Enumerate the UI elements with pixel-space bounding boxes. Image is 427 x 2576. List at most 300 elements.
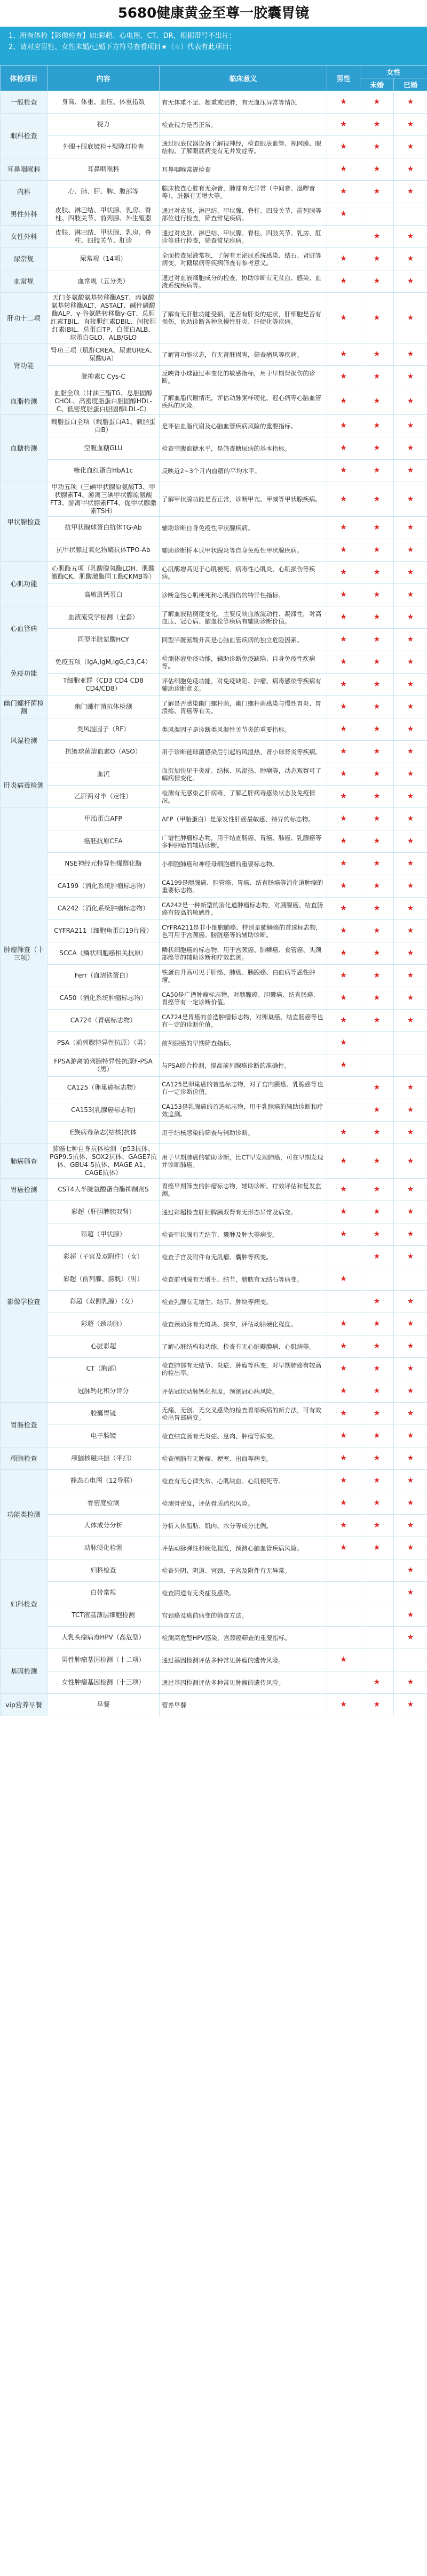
item-cell: 外眼+眼底镜检+裂隙灯检查: [48, 136, 160, 158]
male-mark: ★: [327, 1054, 360, 1077]
category-cell: 影像学检查: [1, 1201, 48, 1403]
married-mark: ★: [394, 136, 427, 158]
unmarried-mark: [360, 1559, 394, 1582]
married-mark: ★: [394, 270, 427, 293]
table-row: [1, 248, 427, 270]
table-row: [1, 942, 427, 965]
male-mark: ★: [327, 437, 360, 460]
unmarried-mark: ★: [360, 763, 394, 786]
male-mark: ★: [327, 1537, 360, 1559]
category-cell: 血糖检测: [1, 415, 48, 482]
male-mark: ★: [327, 718, 360, 741]
item-cell: 甲胎蛋白AFP: [48, 808, 160, 830]
married-mark: ★: [394, 1201, 427, 1223]
table-row: [1, 226, 427, 248]
table-row: [1, 1054, 427, 1077]
unmarried-mark: ★: [360, 270, 394, 293]
unmarried-mark: [360, 1627, 394, 1649]
male-mark: [327, 1627, 360, 1649]
male-mark: ★: [327, 942, 360, 965]
male-mark: ★: [327, 808, 360, 830]
item-cell: 血常规（五分类）: [48, 270, 160, 293]
male-mark: [327, 1291, 360, 1313]
married-mark: ★: [394, 1223, 427, 1246]
male-mark: ★: [327, 1358, 360, 1380]
category-cell: 心肌功能: [1, 562, 48, 606]
unmarried-mark: ★: [360, 875, 394, 898]
unmarried-mark: ★: [360, 1380, 394, 1403]
table-row: [1, 1291, 427, 1313]
table-row: [1, 1144, 427, 1179]
item-cell: 彩超（子宫及双附件）（女）: [48, 1246, 160, 1268]
male-mark: ★: [327, 1313, 360, 1335]
male-mark: ★: [327, 1492, 360, 1515]
married-mark: ★: [394, 853, 427, 875]
male-mark: ★: [327, 1649, 360, 1671]
married-mark: ★: [394, 1627, 427, 1649]
header-male: 男性: [327, 66, 360, 91]
male-mark: ★: [327, 696, 360, 718]
married-mark: ★: [394, 1313, 427, 1335]
meaning-cell: 通过基因检测评估多种常见肿瘤的遗传风险。: [160, 1649, 327, 1671]
meaning-cell: 通过眼底仪器设备了解视神经，检查眼底血管、视网膜、眼结构、了解眼底病变有无并发症等。: [160, 136, 327, 158]
unmarried-mark: [360, 203, 394, 226]
table-row: [1, 1380, 427, 1403]
male-mark: [327, 1559, 360, 1582]
male-mark: ★: [327, 1694, 360, 1716]
category-cell: 胃肠检查: [1, 1403, 48, 1447]
table-row: [1, 1358, 427, 1380]
unmarried-mark: ★: [360, 965, 394, 987]
male-mark: [327, 1077, 360, 1099]
table-row: [1, 1010, 427, 1032]
category-cell: 胃癌检测: [1, 1179, 48, 1201]
table-row: [1, 1201, 427, 1223]
meaning-cell: CA242是一种新型的消化道肿瘤标志物，对胰腺癌、结直肠癌有较高的敏感性。: [160, 898, 327, 920]
header-meaning: 临床意义: [160, 66, 327, 91]
unmarried-mark: ★: [360, 1492, 394, 1515]
married-mark: ★: [394, 1335, 427, 1358]
male-mark: ★: [327, 517, 360, 539]
married-mark: ★: [394, 1403, 427, 1425]
item-cell: Ferr（血清铁蛋白）: [48, 965, 160, 987]
male-mark: ★: [327, 181, 360, 203]
unmarried-mark: [360, 1604, 394, 1627]
table-row: [1, 808, 427, 830]
category-cell: 眼科检查: [1, 114, 48, 158]
category-cell: 肝功十二项: [1, 293, 48, 343]
item-cell: 冠脉钙化积分评分: [48, 1380, 160, 1403]
married-mark: ★: [394, 786, 427, 808]
married-mark: ★: [394, 1099, 427, 1122]
unmarried-mark: ★: [360, 1223, 394, 1246]
married-mark: ★: [394, 1559, 427, 1582]
category-cell: 肾功能: [1, 343, 48, 388]
unmarried-mark: ★: [360, 1179, 394, 1201]
table-row: [1, 136, 427, 158]
male-mark: ★: [327, 91, 360, 114]
married-mark: ★: [394, 437, 427, 460]
male-mark: ★: [327, 539, 360, 562]
married-mark: ★: [394, 388, 427, 415]
item-cell: 甲功五项（三碘甲状腺原氨酸T3、甲状腺素T4、游离三碘甲状腺原氨酸FT3、游离甲状腺素FT4、促甲状腺激素TSH）: [48, 482, 160, 517]
item-cell: 人乳头瘤病毒HPV（高危型）: [48, 1627, 160, 1649]
meaning-cell: 检测骨密度，评估骨质疏松风险。: [160, 1492, 327, 1515]
category-cell: 妇科检查: [1, 1559, 48, 1649]
unmarried-mark: ★: [360, 415, 394, 437]
meaning-cell: 检查肺部有无结节、炎症、肿瘤等病变，对早期肺癌有较高的检出率。: [160, 1358, 327, 1380]
married-mark: ★: [394, 606, 427, 629]
item-cell: 耳鼻咽喉科: [48, 158, 160, 181]
item-cell: 类风湿因子（RF）: [48, 718, 160, 741]
married-mark: ★: [394, 158, 427, 181]
meaning-cell: 检查空腹血糖水平，是筛查糖尿病的基本指标。: [160, 437, 327, 460]
meaning-cell: 鳞状细胞癌的标志物，用于宫颈癌、肺鳞癌、食管癌、头颈部癌等的辅助诊断和疗效监测。: [160, 942, 327, 965]
meaning-cell: 血沉加快见于炎症、结核、风湿热、肿瘤等，动态观察可了解病情变化。: [160, 763, 327, 786]
category-cell: vip营养早餐: [1, 1694, 48, 1716]
unmarried-mark: ★: [360, 181, 394, 203]
item-cell: 妇科检查: [48, 1559, 160, 1582]
category-cell: 男性外科: [1, 203, 48, 226]
table-row: [1, 437, 427, 460]
married-mark: ★: [394, 987, 427, 1010]
meaning-cell: 通过彩超检查肝胆脾胰双肾有无形态异常及病变。: [160, 1201, 327, 1223]
item-cell: 心肌酶五项（乳酸脱氢酶LDH、肌酸激酶CK、肌酸激酶同工酶CKMB等）: [48, 562, 160, 584]
table-row: [1, 482, 427, 517]
category-cell: 肝炎病毒检测: [1, 763, 48, 808]
item-cell: 彩超（双侧乳腺）（女）: [48, 1291, 160, 1313]
male-mark: [327, 1099, 360, 1122]
unmarried-mark: ★: [360, 1403, 394, 1425]
meaning-cell: CA50是广谱肿瘤标志物，对胰腺癌、胆囊癌、结直肠癌、胃癌等有一定诊断价值。: [160, 987, 327, 1010]
married-mark: ★: [394, 91, 427, 114]
unmarried-mark: ★: [360, 696, 394, 718]
meaning-cell: 耳鼻咽喉常规检查: [160, 158, 327, 181]
male-mark: ★: [327, 584, 360, 606]
table-row: [1, 1425, 427, 1447]
item-cell: 颅脑核磁共振（平扫）: [48, 1447, 160, 1470]
male-mark: ★: [327, 1268, 360, 1291]
item-cell: 皮肤、淋巴结、甲状腺、乳房、脊柱、四肢关节、肛诊: [48, 226, 160, 248]
married-mark: [394, 203, 427, 226]
meaning-cell: 检查阴道有无炎症及感染。: [160, 1582, 327, 1604]
item-cell: 抗甲状腺球蛋白抗体TG-Ab: [48, 517, 160, 539]
meaning-cell: 胃癌早期筛查的肿瘤标志物，辅助诊断、疗效评估和复发监测。: [160, 1179, 327, 1201]
table-row: [1, 203, 427, 226]
meaning-cell: 检查外阴、阴道、宫颈、子宫及附件有无异常。: [160, 1559, 327, 1582]
married-mark: ★: [394, 1604, 427, 1627]
meaning-cell: 前列腺癌的早期筛查指标。: [160, 1032, 327, 1054]
unmarried-mark: [360, 1582, 394, 1604]
item-cell: 肺癌七种自身抗体检测（p53抗体、PGP9.5抗体、SOX2抗体、GAGE7抗体、GBU4-5抗体、MAGE A1、CAGE抗体）: [48, 1144, 160, 1179]
item-cell: CA724（胃癌标志物）: [48, 1010, 160, 1032]
married-mark: ★: [394, 482, 427, 517]
unmarried-mark: ★: [360, 1671, 394, 1694]
married-mark: ★: [394, 920, 427, 942]
married-mark: ★: [394, 1537, 427, 1559]
unmarried-mark: ★: [360, 1010, 394, 1032]
male-mark: ★: [327, 920, 360, 942]
male-mark: ★: [327, 562, 360, 584]
unmarried-mark: ★: [360, 942, 394, 965]
male-mark: ★: [327, 460, 360, 482]
unmarried-mark: ★: [360, 1694, 394, 1716]
married-mark: ★: [394, 584, 427, 606]
male-mark: [327, 1582, 360, 1604]
category-cell: 幽门螺杆菌检测: [1, 696, 48, 718]
meaning-cell: 检测体液免疫功能，辅助诊断免疫缺陷、自身免疫性疾病等。: [160, 651, 327, 674]
notes-banner: [0, 27, 427, 65]
unmarried-mark: ★: [360, 437, 394, 460]
male-mark: ★: [327, 388, 360, 415]
meaning-cell: 检测高危型HPV感染，宫颈癌筛查的重要指标。: [160, 1627, 327, 1649]
item-cell: CST4人半胱氨酸蛋白酶抑制剂S: [48, 1179, 160, 1201]
unmarried-mark: ★: [360, 114, 394, 136]
male-mark: ★: [327, 1515, 360, 1537]
table-row: [1, 853, 427, 875]
meaning-cell: 检查子宫及附件有无肌瘤、囊肿等病变。: [160, 1246, 327, 1268]
item-cell: 肾功三项（肌酐CREA、尿素UREA、尿酸UA）: [48, 343, 160, 366]
category-cell: 血脂检测: [1, 388, 48, 415]
category-cell: 颅脑检查: [1, 1447, 48, 1470]
item-cell: 胶囊胃镜: [48, 1403, 160, 1425]
meaning-cell: 评估动脉弹性和硬化程度，预测心脑血管疾病风险。: [160, 1537, 327, 1559]
category-cell: 甲状腺检查: [1, 482, 48, 562]
male-mark: ★: [327, 343, 360, 366]
unmarried-mark: ★: [360, 987, 394, 1010]
male-mark: ★: [327, 786, 360, 808]
category-cell: 尿常规: [1, 248, 48, 270]
table-row: [1, 1077, 427, 1099]
unmarried-mark: ★: [360, 248, 394, 270]
meaning-cell: 了解血液粘稠度变化，主要反映血液流动性、凝滞性，对高血压、冠心病、脑血栓等疾病有辅助诊断价值。: [160, 606, 327, 629]
meaning-cell: 了解甲状腺功能是否正常，诊断甲亢、甲减等甲状腺疾病。: [160, 482, 327, 517]
table-row: [1, 1032, 427, 1054]
male-mark: ★: [327, 1425, 360, 1447]
male-mark: ★: [327, 741, 360, 763]
meaning-cell: 分析人体脂肪、肌肉、水分等成分比例。: [160, 1515, 327, 1537]
table-row: [1, 539, 427, 562]
table-row: [1, 1099, 427, 1122]
header-female: 女性: [360, 66, 427, 78]
item-cell: 彩超（肝胆脾胰双肾）: [48, 1201, 160, 1223]
item-cell: 载脂蛋白全项（载脂蛋白A1、载脂蛋白B）: [48, 415, 160, 437]
male-mark: ★: [327, 763, 360, 786]
unmarried-mark: ★: [360, 1425, 394, 1447]
item-cell: 高敏肌钙蛋白: [48, 584, 160, 606]
unmarried-mark: ★: [360, 830, 394, 853]
meaning-cell: 临床检查心脏有无杂音，肺部有无异常（中间音、湿啰音等），脏器有无增大等。: [160, 181, 327, 203]
married-mark: ★: [394, 293, 427, 343]
male-mark: ★: [327, 965, 360, 987]
table-row: [1, 674, 427, 696]
meaning-cell: 检查颅脑有无肿瘤、梗塞、出血等病变。: [160, 1447, 327, 1470]
unmarried-mark: ★: [360, 1077, 394, 1099]
item-cell: 男性肿瘤基因检测（十二项）: [48, 1649, 160, 1671]
unmarried-mark: ★: [360, 853, 394, 875]
unmarried-mark: ★: [360, 1144, 394, 1179]
item-cell: 血脂全项（甘油三酯TG、总胆固醇CHOL、高密度脂蛋白胆固醇HDL-C、低密度脂蛋白胆固醇LDL-C）: [48, 388, 160, 415]
unmarried-mark: [360, 1054, 394, 1077]
male-mark: ★: [327, 1335, 360, 1358]
category-cell: 内科: [1, 181, 48, 203]
married-mark: ★: [394, 562, 427, 584]
item-cell: CYFRA211（细胞角蛋白19片段）: [48, 920, 160, 942]
table-row: [1, 1559, 427, 1582]
married-mark: ★: [394, 696, 427, 718]
meaning-cell: 无痛、无创、无交叉感染的检查胃部疾病的新方法，可有效检出胃部病变。: [160, 1403, 327, 1425]
item-cell: CA50（消化系统肿瘤标志物）: [48, 987, 160, 1010]
male-mark: [327, 1246, 360, 1268]
item-cell: 血液流变学检测（全套）: [48, 606, 160, 629]
meaning-cell: 检查乳腺有无增生、结节、肿块等病变。: [160, 1291, 327, 1313]
meaning-cell: 检查颈动脉有无斑块、狭窄，评估动脉硬化程度。: [160, 1313, 327, 1335]
unmarried-mark: ★: [360, 1246, 394, 1268]
male-mark: ★: [327, 606, 360, 629]
married-mark: ★: [394, 1144, 427, 1179]
item-cell: 乙肝两对半（定性）: [48, 786, 160, 808]
item-cell: T细胞亚群（CD3 CD4 CD8 CD4/CD8）: [48, 674, 160, 696]
unmarried-mark: ★: [360, 1122, 394, 1144]
meaning-cell: 是评估血脂代谢及心脑血管疾病风险的重要指标。: [160, 415, 327, 437]
item-cell: 免疫五项（IgA,IgM,IgG,C3,C4）: [48, 651, 160, 674]
header-content: 内容: [48, 66, 160, 91]
unmarried-mark: ★: [360, 584, 394, 606]
married-mark: ★: [394, 1291, 427, 1313]
meaning-cell: 了解是否感染幽门螺杆菌，幽门螺杆菌感染与慢性胃炎、胃溃疡、胃癌等有关。: [160, 696, 327, 718]
table-row: [1, 718, 427, 741]
item-cell: 尿常规（14项）: [48, 248, 160, 270]
item-cell: 天门冬氨酸氨基转移酶AST、丙氨酸氨基转移酶ALT、ASTALT、碱性磷酸酶ALP、γ-谷氨酰转移酶γ-GT、总胆红素TBIL、直接胆红素DBIL、间接胆红素IBIL、总蛋白TP、白蛋白ALB、球蛋白GLO、ALB/GLO: [48, 293, 160, 343]
table-row: [1, 1492, 427, 1515]
married-mark: ★: [394, 415, 427, 437]
married-mark: ★: [394, 898, 427, 920]
item-cell: 白带常规: [48, 1582, 160, 1604]
meaning-cell: 用于早期肺癌的辅助诊断，比CT早发现肺癌，可在早期发现并诊断肺癌。: [160, 1144, 327, 1179]
male-mark: ★: [327, 674, 360, 696]
married-mark: ★: [394, 674, 427, 696]
meaning-cell: 检测有无感染乙肝病毒，了解乙肝病毒感染状态及免疫情况。: [160, 786, 327, 808]
unmarried-mark: ★: [360, 343, 394, 366]
table-row: [1, 366, 427, 388]
table-row: [1, 629, 427, 651]
table-row: [1, 1515, 427, 1537]
meaning-cell: 检查前列腺有无增生、结节，膀胱有无结石等病变。: [160, 1268, 327, 1291]
note-line-1: 1、所有体检【影像检查】如:彩超、心电图、CT、DR，根据带号不出片；: [9, 32, 236, 40]
category-cell: 基因检测: [1, 1649, 48, 1694]
meaning-cell: 检查有无心律失常、心肌缺血、心肌梗死等。: [160, 1470, 327, 1492]
unmarried-mark: ★: [360, 539, 394, 562]
meaning-cell: CA199是胰腺癌、胆管癌、胃癌、结直肠癌等消化道肿瘤的重要标志物。: [160, 875, 327, 898]
married-mark: [394, 1054, 427, 1077]
table-row: [1, 270, 427, 293]
item-cell: 糖化血红蛋白HbA1c: [48, 460, 160, 482]
page-title: 5680健康黄金至尊一胶囊胃镜: [117, 5, 310, 21]
table-row: [1, 1604, 427, 1627]
meaning-cell: CA724是胃癌的首选肿瘤标志物，对卵巢癌、结直肠癌等也有一定的诊断价值。: [160, 1010, 327, 1032]
table-row: [1, 1671, 427, 1694]
unmarried-mark: ★: [360, 562, 394, 584]
table-row: [1, 1582, 427, 1604]
unmarried-mark: ★: [360, 226, 394, 248]
meaning-cell: 反映近2~3个月内血糖的平均水平。: [160, 460, 327, 482]
unmarried-mark: ★: [360, 674, 394, 696]
meaning-cell: 铁蛋白升高可见于肝癌、肺癌、胰腺癌、白血病等恶性肿瘤。: [160, 965, 327, 987]
married-mark: ★: [394, 248, 427, 270]
male-mark: ★: [327, 1144, 360, 1179]
meaning-cell: 了解肾功能状态，有无肾脏损害，筛查痛风等疾病。: [160, 343, 327, 366]
unmarried-mark: ★: [360, 1201, 394, 1223]
male-mark: ★: [327, 1447, 360, 1470]
table-row: [1, 1403, 427, 1425]
meaning-cell: 用于结核感染的筛查与辅助诊断。: [160, 1122, 327, 1144]
table-row: [1, 1246, 427, 1268]
table-row: [1, 158, 427, 181]
table-row: [1, 763, 427, 786]
item-cell: 彩超（甲状腺）: [48, 1223, 160, 1246]
table-row: [1, 460, 427, 482]
married-mark: ★: [394, 343, 427, 366]
table-row: [1, 415, 427, 437]
item-cell: 彩超（前列腺、膀胱）（男）: [48, 1268, 160, 1291]
meaning-cell: 有无体重不足、超重或肥胖，有无血压异常等情况: [160, 91, 327, 114]
category-cell: 一般检查: [1, 91, 48, 114]
item-cell: 女性肿瘤基因检测（十三项）: [48, 1671, 160, 1694]
table-row: [1, 91, 427, 114]
married-mark: [394, 1268, 427, 1291]
meaning-cell: 广谱性肿瘤标志物，用于结直肠癌、胃癌、肺癌、乳腺癌等多种肿瘤的辅助诊断。: [160, 830, 327, 853]
item-cell: SCCA（鳞状细胞癌相关抗原）: [48, 942, 160, 965]
header-unmarried: 未婚: [360, 78, 394, 91]
table-row: [1, 606, 427, 629]
male-mark: ★: [327, 203, 360, 226]
item-cell: 电子肠镜: [48, 1425, 160, 1447]
item-cell: TCT液基薄层细胞检测: [48, 1604, 160, 1627]
married-mark: ★: [394, 1447, 427, 1470]
married-mark: ★: [394, 1122, 427, 1144]
meaning-cell: 通过对血液细胞成分的检查，协助诊断有无贫血、感染、血液系统疾病等。: [160, 270, 327, 293]
table-row: [1, 1537, 427, 1559]
married-mark: ★: [394, 114, 427, 136]
checkup-table: [0, 65, 427, 1716]
married-mark: ★: [394, 1694, 427, 1716]
male-mark: [327, 1671, 360, 1694]
male-mark: ★: [327, 830, 360, 853]
category-cell: 功能类检测: [1, 1470, 48, 1559]
married-mark: ★: [394, 460, 427, 482]
table-row: [1, 1694, 427, 1716]
note-line-2: 2、请对应男性、女性未婚/已婚下方符号查看项目★（☆）代表有此项目；: [9, 43, 236, 51]
item-cell: 心、肺、肝、脾、腹部等: [48, 181, 160, 203]
table-row: [1, 1335, 427, 1358]
married-mark: ★: [394, 965, 427, 987]
married-mark: ★: [394, 1010, 427, 1032]
married-mark: ★: [394, 651, 427, 674]
item-cell: 动脉硬化检测: [48, 1537, 160, 1559]
unmarried-mark: ★: [360, 1313, 394, 1335]
male-mark: ★: [327, 875, 360, 898]
unmarried-mark: ★: [360, 1447, 394, 1470]
meaning-cell: CA125是卵巢癌的首选标志物，对子宫内膜癌、乳腺癌等也有一定诊断价值。: [160, 1077, 327, 1099]
category-cell: 心血管病: [1, 606, 48, 651]
married-mark: [394, 1649, 427, 1671]
unmarried-mark: ★: [360, 388, 394, 415]
married-mark: ★: [394, 718, 427, 741]
item-cell: E族病毒杂志(结核)抗体: [48, 1122, 160, 1144]
table-row: [1, 1122, 427, 1144]
meaning-cell: 评估细胞免疫功能，对免疫缺陷、肿瘤、病毒感染等疾病有辅助诊断意义。: [160, 674, 327, 696]
male-mark: ★: [327, 651, 360, 674]
